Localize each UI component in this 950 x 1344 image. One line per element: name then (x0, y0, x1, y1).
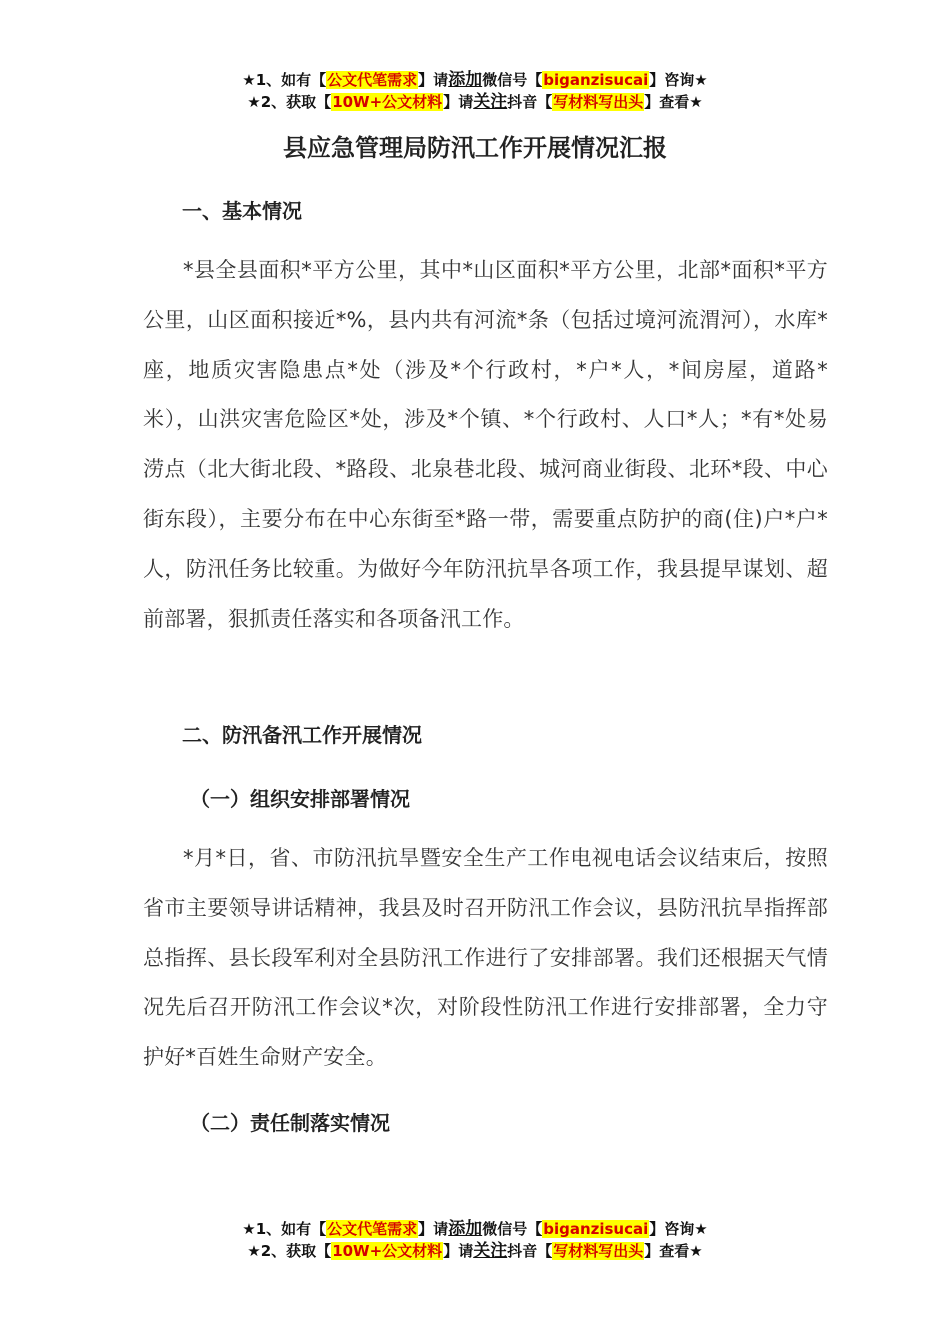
promo-banner-top (0, 69, 950, 113)
promo-highlight: 10W+公文材料 (332, 1242, 443, 1260)
promo-underline: 关注 (473, 92, 508, 112)
promo-highlight: 写材料写出头 (553, 1242, 644, 1260)
promo-underline: 添加 (448, 70, 483, 90)
promo-highlight: 写材料写出头 (553, 93, 644, 111)
promo-highlight: 公文代笔需求 (327, 71, 418, 89)
promo-underline: 关注 (473, 1241, 508, 1261)
paragraph-basic-info: *县全县面积*平方公里，其中*山区面积*平方公里，北部*面积*平方公里，山区面积接近*%，县内共有河流*条（包括过境河流渭河），水库*座，地质灾害隐患点*处（涉及*个行政村，*户*人，*间房屋，道路*米），山洪灾害危险区*处，涉及*个镇、*个行政村、人口*人；*有*处易涝点（北大街北段、*路段、北泉巷北段、城河商业街段、北环*段、中心街东段），主要分布在中心东街至*路一带，需要重点防护的商(住)户*户*人，防汛任务比较重。为做好今年防汛抗旱各项工作，我县提早谋划、超前部署，狠抓责任落实和各项备汛工作。 (143, 258, 828, 631)
section-heading-flood-prep: 二、防汛备汛工作开展情况 (182, 723, 422, 747)
promo-line-2: ★2、获取【10W+公文材料】请关注抖音【写材料写出头】查看★ (247, 92, 703, 112)
promo-line-2: ★2、获取【10W+公文材料】请关注抖音【写材料写出头】查看★ (247, 1241, 703, 1261)
paragraph-organization: *月*日，省、市防汛抗旱暨安全生产工作电视电话会议结束后，按照省市主要领导讲话精神，我县及时召开防汛工作会议，县防汛抗旱指挥部总指挥、县长段军利对全县防汛工作进行了安排部署。我们还根据天气情况先后召开防汛工作会议*次，对阶段性防汛工作进行安排部署，全力守护好*百姓生命财产安全。 (143, 846, 828, 1070)
subsection-heading-organization: （一）组织安排部署情况 (190, 787, 410, 811)
subsection-heading-responsibility: （二）责任制落实情况 (190, 1111, 390, 1135)
document-title: 县应急管理局防汛工作开展情况汇报 (283, 134, 667, 162)
section-heading-basic-info: 一、基本情况 (182, 199, 302, 223)
promo-underline: 添加 (448, 1219, 483, 1239)
promo-highlight: biganzisucai (543, 71, 649, 89)
promo-highlight: 10W+公文材料 (332, 93, 443, 111)
promo-highlight: 公文代笔需求 (327, 1220, 418, 1238)
promo-highlight: biganzisucai (543, 1220, 649, 1238)
promo-line-1: ★1、如有【公文代笔需求】请添加微信号【biganzisucai】咨询★ (242, 70, 708, 90)
promo-line-1: ★1、如有【公文代笔需求】请添加微信号【biganzisucai】咨询★ (242, 1219, 708, 1239)
promo-banner-bottom (0, 1218, 950, 1262)
